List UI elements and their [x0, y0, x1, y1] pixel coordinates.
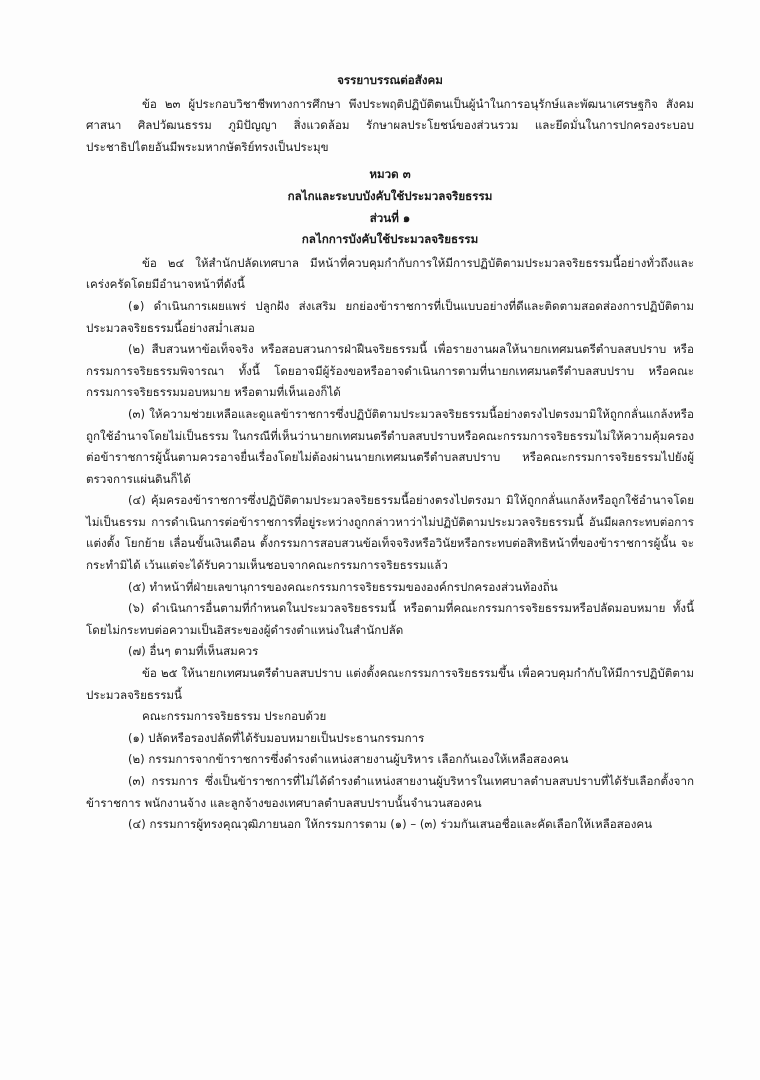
committee-item: (๒) กรรมการจากข้าราชการซึ่งดำรงตำแหน่งสายงานผู้บริหาร เลือกกันเองให้เหลือสองคน [128, 752, 569, 767]
article-24-item: (๒) สืบสวนหาข้อเท็จจริง หรือสอบสวนการฝ่าฝืนจริยธรรมนี้ เพื่อรายงานผลให้นายกเทศมนตรีตำบลสบปราบ หรือกรรมการจริยธรรมพิจารณา ทั้งนี้ โดยอาจมีผู้ร้องขอหรืออาจดำเนินการตามที่นายกเทศมนตรีตำบลสบปราบ หรือคณะกรรมการจริยธรรมมอบหมาย หรือตามที่เห็นเองก็ได้ [86, 342, 694, 400]
article-24-item: (๑) ดำเนินการเผยแพร่ ปลูกฝัง ส่งเสริม ยกย่องข้าราชการที่เป็นแบบอย่างที่ดีและติดตามสอดส่องการปฏิบัติตามประมวลจริยธรรมนี้อย่างสม่ำเสมอ [86, 298, 694, 335]
article-25: ข้อ ๒๕ ให้นายกเทศมนตรีตำบลสบปราบ แต่งตั้งคณะกรรมการจริยธรรมขึ้น เพื่อควบคุมกำกับให้มีการปฏิบัติตามประมวลจริยธรรมนี้ [86, 666, 694, 702]
article-24-item: (๓) ให้ความช่วยเหลือและดูแลข้าราชการซึ่งปฏิบัติตามประมวลจริยธรรมนี้อย่างตรงไปตรงมามิให้ถูกกลั่นแกล้งหรือถูกใช้อำนาจโดยไม่เป็นธรรม ในกรณีที่เห็นว่านายกเทศมนตรีตำบลสบปราบหรือคณะกรรมการจริยธรรมไม่ให้ความคุ้มครองต่อข้าราชการผู้นั้นตามควรอาจยื่นเรื่องโดยไม่ต้องผ่านนายกเทศมนตรีตำบลสบปราบ หรือคณะกรรมการจริยธรรมไปยังผู้ตรวจการแผ่นดินก็ได้ [86, 406, 694, 486]
article-24-item: (๕) ทำหน้าที่ฝ่ายเลขานุการของคณะกรรมการจริยธรรมขององค์กรปกครองส่วนท้องถิ่น [128, 579, 558, 594]
article-24: ข้อ ๒๔ ให้สำนักปลัดเทศบาล มีหน้าที่ควบคุมกำกับการให้มีการปฏิบัติตามประมวลจริยธรรมนี้อย่างทั่วถึงและเคร่งครัดโดยมีอำนาจหน้าที่ดังนี้ [86, 255, 694, 292]
article-24-item: (๔) คุ้มครองข้าราชการซึ่งปฏิบัติตามประมวลจริยธรรมนี้อย่างตรงไปตรงมา มิให้ถูกกลั่นแกล้งหรือถูกใช้อำนาจโดยไม่เป็นธรรม การดำเนินการต่อข้าราชการที่อยู่ระหว่างถูกกล่าวหาว่าไม่ปฏิบัติตามประมวลจริยธรรมนี้ อันมีผลกระทบต่อการแต่งตั้ง โยกย้าย เลื่อนขั้นเงินเดือน ตั้งกรรมการสอบสวนข้อเท็จจริงหรือวินัยหรือกระทบต่อสิทธิหน้าที่ของข้าราชการผู้นั้น จะกระทำมิได้ เว้นแต่จะได้รับความเห็นชอบจากคณะกรรมการจริยธรรมแล้ว [86, 493, 694, 573]
document-body [86, 70, 694, 836]
part-title: กลไกการบังคับใช้ประมวลจริยธรรม [301, 232, 479, 247]
section-heading-social-ethics: จรรยาบรรณต่อสังคม [337, 73, 443, 87]
committee-item: (๓) กรรมการ ซึ่งเป็นข้าราชการที่ไม่ได้ดำรงตำแหน่งสายงานผู้บริหารในเทศบาลตำบลสบปราบที่ได้รับเลือกตั้งจากข้าราชการ พนักงานจ้าง และลูกจ้างของเทศบาลตำบลสบปราบนั้นจำนวนสองคน [86, 774, 694, 810]
committee-intro: คณะกรรมการจริยธรรม ประกอบด้วย [142, 709, 327, 724]
committee-item: (๔) กรรมการผู้ทรงคุณวุฒิภายนอก ให้กรรมการตาม (๑) – (๓) ร่วมกันเสนอชื่อและคัดเลือกให้เหลือสองคน [128, 817, 653, 832]
article-24-item: (๗) อื่นๆ ตามที่เห็นสมควร [128, 644, 259, 659]
article-24-item: (๖) ดำเนินการอื่นตามที่กำหนดในประมวลจริยธรรมนี้ หรือตามที่คณะกรรมการจริยธรรมหรือปลัดมอบหมาย ทั้งนี้ โดยไม่กระทบต่อความเป็นอิสระของผู้ดำรงตำแหน่งในสำนักปลัด [86, 601, 694, 637]
committee-item: (๑) ปลัดหรือรองปลัดที่ได้รับมอบหมายเป็นประธานกรรมการ [128, 730, 425, 745]
chapter-title: กลไกและระบบบังคับใช้ประมวลจริยธรรม [287, 188, 493, 203]
part-number: ส่วนที่ ๑ [369, 210, 411, 225]
article-23: ข้อ ๒๓ ผู้ประกอบวิชาชีพทางการศึกษา พึงประพฤติปฏิบัติตนเป็นผู้นำในการอนุรักษ์และพัฒนาเศรษฐกิจ สังคม ศาสนา ศิลปวัฒนธรรม ภูมิปัญญา สิ่งแวดล้อม รักษาผลประโยชน์ของส่วนรวม และยึดมั่นในการปกครองระบอบประชาธิปไตยอันมีพระมหากษัตริย์ทรงเป็นประมุข [86, 96, 694, 154]
chapter-number: หมวด ๓ [369, 167, 411, 182]
